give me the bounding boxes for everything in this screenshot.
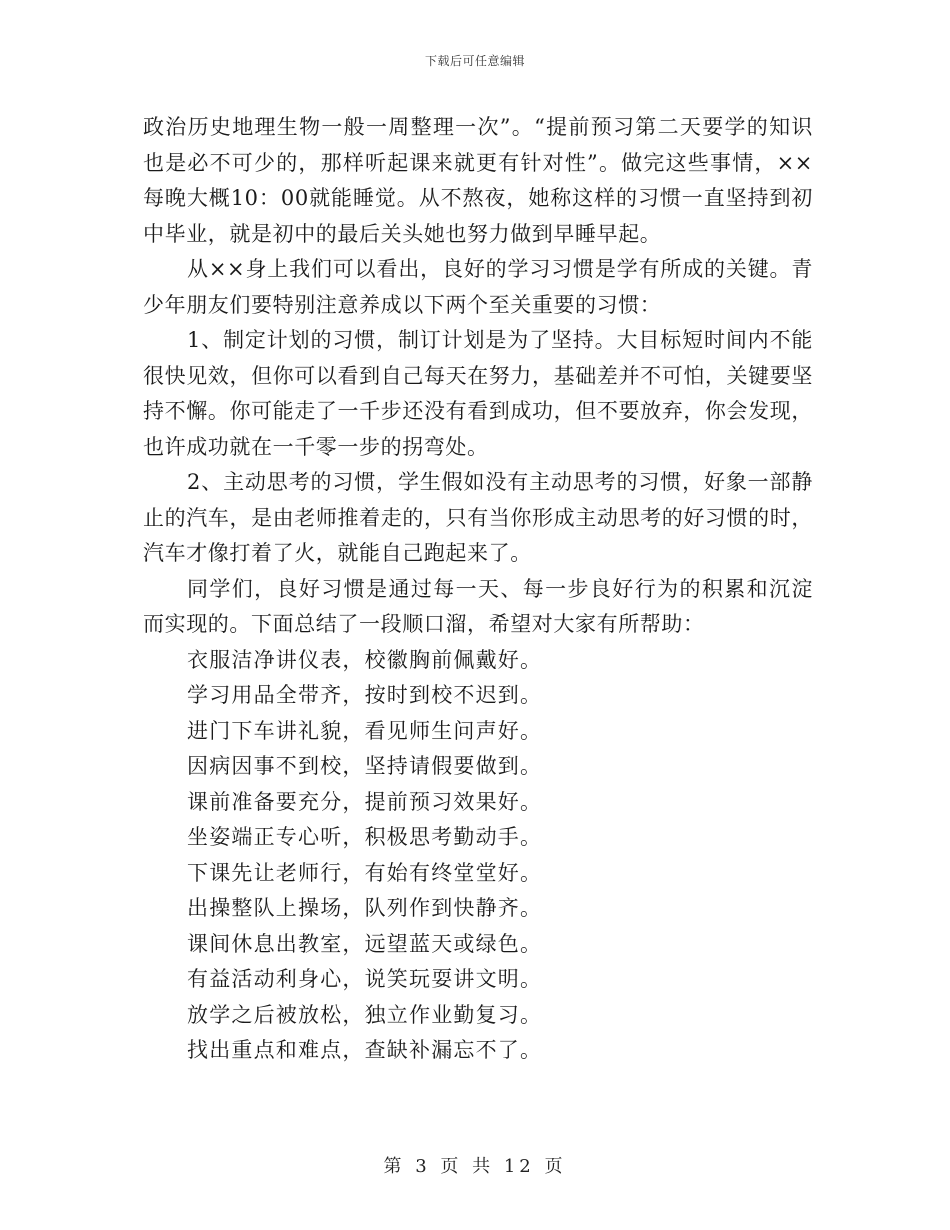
rhyme-line: 坐姿端正专心听，积极思考勤动手。 xyxy=(187,825,543,849)
document-body xyxy=(143,110,813,1069)
paragraph: 同学们，良好习惯是通过每一天、每一步良好行为的积累和沉淀而实现的。下面总结了一段顺口溜，希望对大家有所帮助： xyxy=(143,576,813,636)
rhyme-line: 找出重点和难点，查缺补漏忘不了。 xyxy=(187,1038,543,1062)
rhyme-line: 衣服洁净讲仪表，校徽胸前佩戴好。 xyxy=(187,647,543,672)
paragraph: 1、制定计划的习惯，制订计划是为了坚持。大目标短时间内不能很快见效，但你可以看到自己每天在努力，基础差并不可怕，关键要坚持不懈。你可能走了一千步还没有看到成功，但不要放弃，你会发现，也许成功就在一千零一步的拐弯处。 xyxy=(143,328,813,459)
paragraph: 政治历史地理生物一般一周整理一次”。“提前预习第二天要学的知识也是必不可少的，那样听起课来就更有针对性”。做完这些事情，××每晚大概10：00就能睡觉。从不熬夜，她称这样的习惯一直坚持到初中毕业，就是初中的最后关头她也努力做到早睡早起。 xyxy=(143,115,813,246)
paragraph: 从××身上我们可以看出，良好的学习习惯是学有所成的关键。青少年朋友们要特别注意养成以下两个至关重要的习惯： xyxy=(143,257,813,317)
rhyme-line: 出操整队上操场，队列作到快静齐。 xyxy=(187,896,543,920)
rhyme-line: 课前准备要充分，提前预习效果好。 xyxy=(187,789,543,814)
page-header: 下载后可任意编辑 xyxy=(424,54,525,68)
rhyme-line: 因病因事不到校，坚持请假要做到。 xyxy=(187,754,543,778)
rhyme-line: 放学之后被放松，独立作业勤复习。 xyxy=(187,1002,543,1027)
rhyme-line: 学习用品全带齐，按时到校不迟到。 xyxy=(187,683,543,707)
rhyme-list xyxy=(143,643,813,1069)
rhyme-line: 进门下车讲礼貌，看见师生问声好。 xyxy=(187,718,543,743)
page-number: 第 3 页 共 12 页 xyxy=(383,1156,567,1177)
rhyme-line: 有益活动利身心，说笑玩耍讲文明。 xyxy=(187,967,543,991)
rhyme-line: 下课先让老师行，有始有终堂堂好。 xyxy=(187,860,543,885)
paragraph: 2、主动思考的习惯，学生假如没有主动思考的习惯，好象一部静止的汽车，是由老师推着走的，只有当你形成主动思考的好习惯的时，汽车才像打着了火，就能自己跑起来了。 xyxy=(143,470,813,565)
rhyme-line: 课间休息出教室，远望蓝天或绿色。 xyxy=(187,931,543,956)
